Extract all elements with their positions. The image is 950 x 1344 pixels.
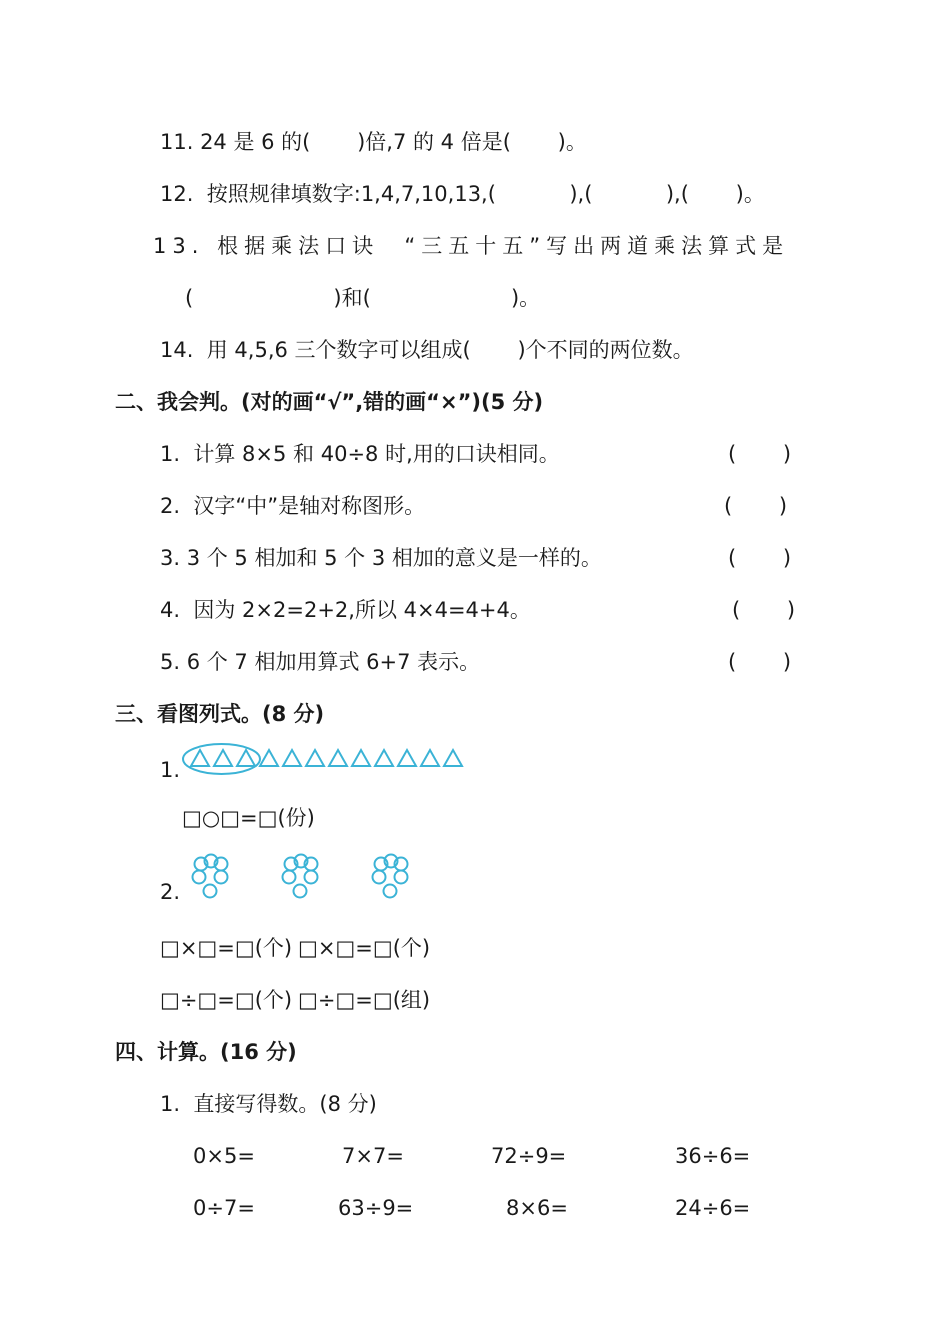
question-11: 11. 24 是 6 的( )倍,7 的 4 倍是( )。 bbox=[160, 130, 587, 154]
triangle-shape bbox=[260, 750, 278, 766]
section-4-heading: 四、计算。(16 分) bbox=[115, 1040, 297, 1064]
triangle-shape bbox=[398, 750, 416, 766]
judge-item-3: 3. 3 个 5 相加和 5 个 3 相加的意义是一样的。 bbox=[160, 546, 602, 570]
circle-shape bbox=[204, 885, 217, 898]
question-13-line2: ( )和( )。 bbox=[185, 286, 541, 310]
figure-2-formula-3: □÷□=□(个) bbox=[160, 988, 293, 1012]
judge-item-1: 1. 计算 8×5 和 40÷8 时,用的口诀相同。 bbox=[160, 442, 560, 466]
circle-shape bbox=[384, 885, 397, 898]
circle-shape bbox=[215, 871, 228, 884]
triangle-shape bbox=[444, 750, 462, 766]
triangle-shape bbox=[375, 750, 393, 766]
judge-item-5: 5. 6 个 7 相加用算式 6+7 表示。 bbox=[160, 650, 481, 674]
circle-shape bbox=[193, 871, 206, 884]
calc-item: 0÷7= bbox=[193, 1196, 255, 1220]
judge-item-4: 4. 因为 2×2=2+2,所以 4×4=4+4。 bbox=[160, 598, 531, 622]
circle-shape bbox=[294, 885, 307, 898]
calc-item: 63÷9= bbox=[338, 1196, 414, 1220]
calc-item: 0×5= bbox=[193, 1144, 255, 1168]
section-3-heading: 三、看图列式。(8 分) bbox=[115, 702, 325, 726]
question-13-line1: 13. 根据乘法口诀 “三五十五”写出两道乘法算式是 bbox=[153, 234, 790, 258]
circle-groups-figure bbox=[185, 850, 425, 905]
circle-shape bbox=[373, 871, 386, 884]
triangle-shape bbox=[283, 750, 301, 766]
triangle-shape bbox=[214, 750, 232, 766]
triangle-shape bbox=[306, 750, 324, 766]
figure-2-label: 2. bbox=[160, 880, 181, 904]
calc-item: 7×7= bbox=[342, 1144, 404, 1168]
calc-item: 24÷6= bbox=[675, 1196, 751, 1220]
answer-paren-3[interactable]: ( ) bbox=[728, 546, 792, 570]
question-12: 12. 按照规律填数字:1,4,7,10,13,( ),( ),( )。 bbox=[160, 182, 765, 206]
triangle-shape bbox=[329, 750, 347, 766]
figure-1-formula: □○□=□(份) bbox=[182, 806, 315, 830]
calc-item: 36÷6= bbox=[675, 1144, 751, 1168]
circle-shape bbox=[305, 871, 318, 884]
triangle-shape bbox=[421, 750, 439, 766]
triangle-shape bbox=[237, 750, 255, 766]
figure-2-formula-4: □÷□=□(组) bbox=[298, 988, 431, 1012]
figure-2-formula-1: □×□=□(个) bbox=[160, 936, 293, 960]
answer-paren-2[interactable]: ( ) bbox=[724, 494, 788, 518]
answer-paren-4[interactable]: ( ) bbox=[732, 598, 796, 622]
question-14: 14. 用 4,5,6 三个数字可以组成( )个不同的两位数。 bbox=[160, 338, 694, 362]
judge-item-2: 2. 汉字“中”是轴对称图形。 bbox=[160, 494, 426, 518]
figure-1-label: 1. bbox=[160, 758, 181, 782]
answer-paren-5[interactable]: ( ) bbox=[728, 650, 792, 674]
circle-shape bbox=[395, 871, 408, 884]
section-2-heading: 二、我会判。(对的画“√”,错的画“×”)(5 分) bbox=[115, 390, 544, 414]
section-4-sub-1: 1. 直接写得数。(8 分) bbox=[160, 1092, 377, 1116]
triangle-shape bbox=[352, 750, 370, 766]
calc-item: 8×6= bbox=[506, 1196, 568, 1220]
triangle-shape bbox=[191, 750, 209, 766]
answer-paren-1[interactable]: ( ) bbox=[728, 442, 792, 466]
figure-2-formula-2: □×□=□(个) bbox=[298, 936, 431, 960]
triangle-row-figure bbox=[185, 740, 475, 780]
circle-shape bbox=[283, 871, 296, 884]
calc-item: 72÷9= bbox=[491, 1144, 567, 1168]
